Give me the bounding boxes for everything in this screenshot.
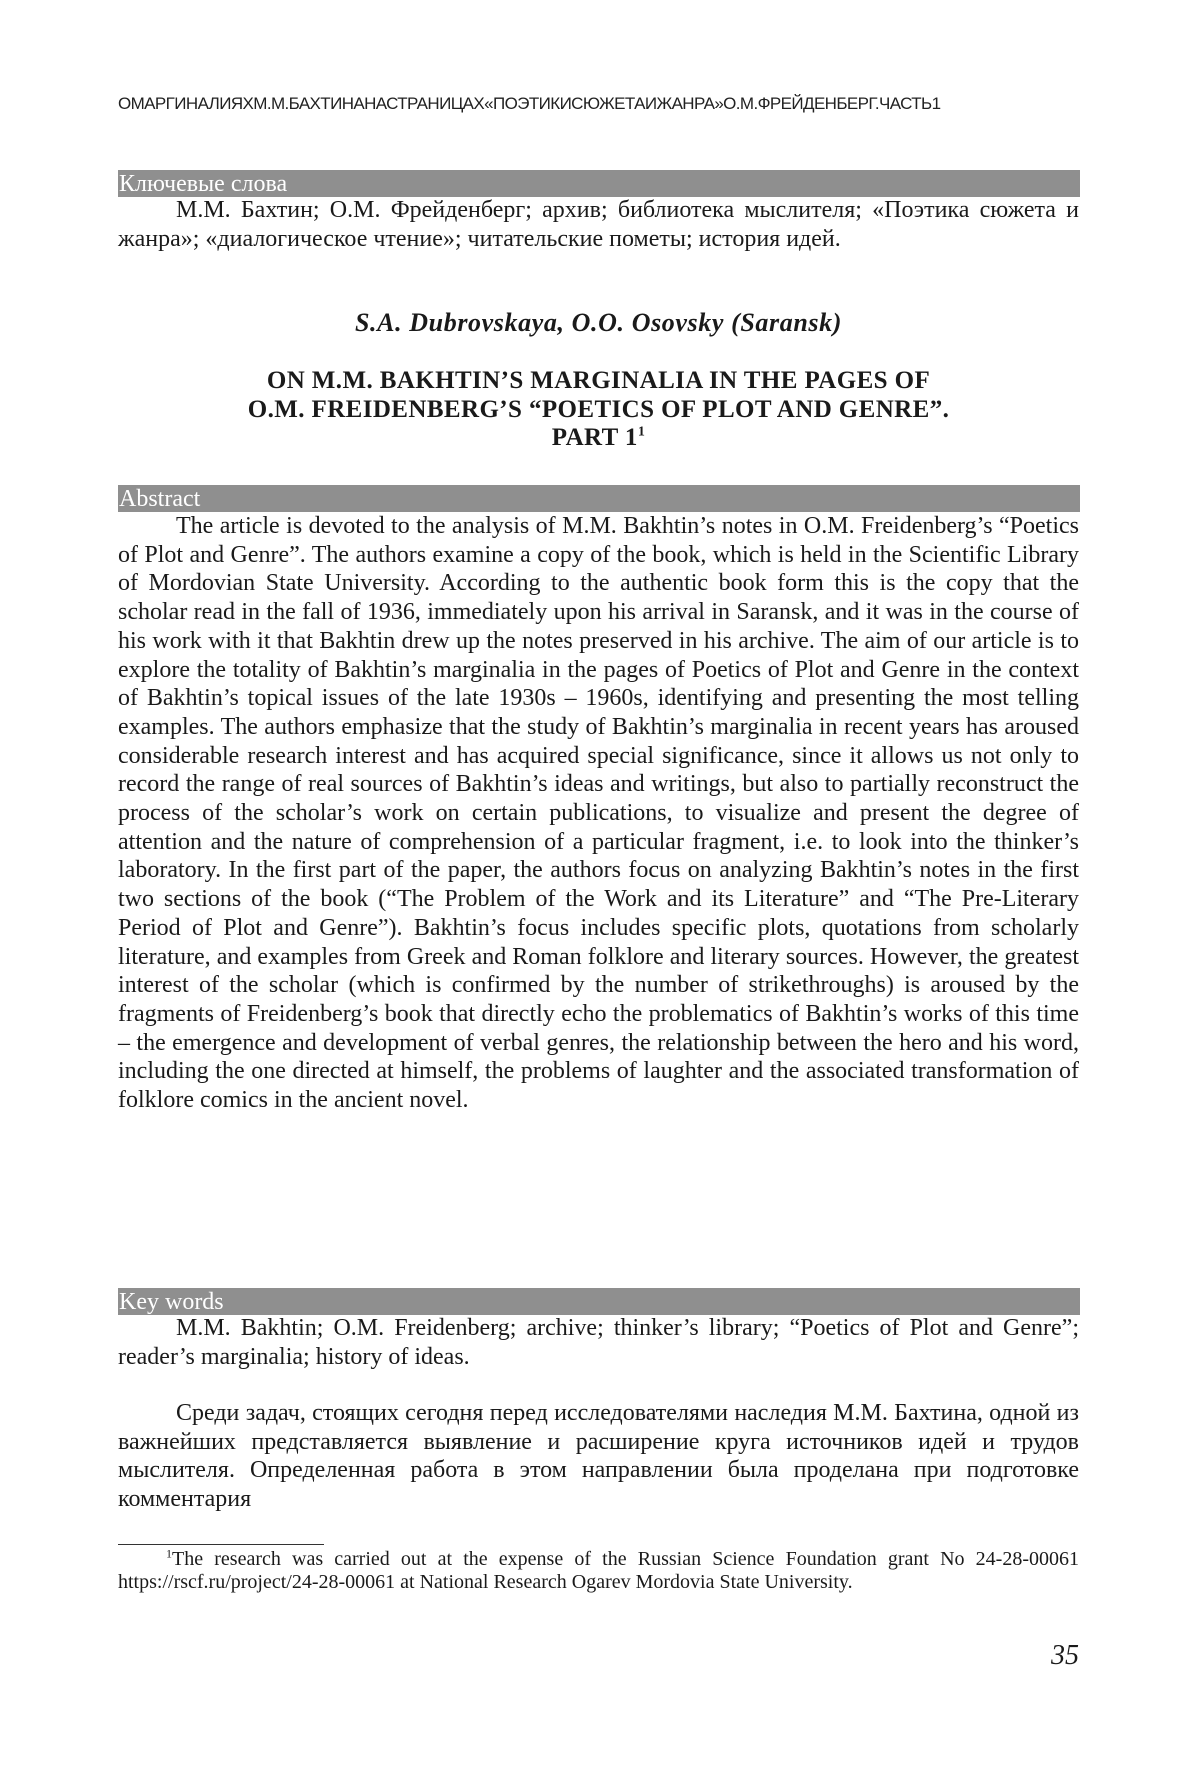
keywords-ru-text: М.М. Бахтин; О.М. Фрейденберг; архив; библиотека мыслителя; «Поэтика сюжета и жанра»; «диалогическое чтение»; читательские пометы; история идей. bbox=[118, 197, 1079, 252]
running-head: ОМАРГИНАЛИЯХМ.М.БАХТИНАНАСТРАНИЦАХ«ПОЭТИКИСЮЖЕТАИЖАНРА»О.М.ФРЕЙДЕНБЕРГ.ЧАСТЬ1 bbox=[118, 94, 941, 113]
body-paragraph: Среди задач, стоящих сегодня перед исследователями наследия М.М. Бахтина, одной из важнейших представляется выявление и расширение круга источников идей и трудов мыслителя. Определенная работа в этом направлении была проделана при подготовке комментария bbox=[118, 1400, 1079, 1513]
footnote-mark: 1 bbox=[166, 1546, 172, 1561]
title-line-2: O.M. FREIDENBERG’S “POETICS OF PLOT AND GENRE”. bbox=[247, 395, 950, 423]
keywords-en-text: M.M. Bakhtin; O.M. Freidenberg; archive; thinker’s library; “Poetics of Plot and Genre”; reader’s marginalia; history of ideas. bbox=[118, 1315, 1079, 1370]
keywords-ru-heading: Ключевые слова bbox=[118, 170, 1080, 197]
footnote bbox=[118, 1548, 1079, 1594]
page-number: 35 bbox=[1051, 1640, 1079, 1671]
abstract-heading: Abstract bbox=[118, 485, 1080, 512]
title-footnote-mark: 1 bbox=[637, 424, 646, 440]
abstract-text: The article is devoted to the analysis of M.M. Bakhtin’s notes in O.M. Freidenberg’s “Poetics of Plot and Genre”. The authors examine a copy of the book, which is held in the Scientific Library of Mordovian State University. According to the authentic book form this is the copy that the scholar read in the fall of 1936, immediately upon his arrival in Saransk, and it was in the course of his work with it that Bakhtin drew up the notes preserved in his archive. The aim of our article is to explore the totality of Bakhtin’s marginalia in the pages of Poetics of Plot and Genre in the context of Bakhtin’s topical issues of the late 1930s – 1960s, identifying and presenting the most telling examples. The authors emphasize that the study of Bakhtin’s marginalia in recent years has aroused considerable research interest and has acquired special significance, since it allows us not only to record the range of real sources of Bakhtin’s ideas and writings, but also to partially reconstruct the process of the scholar’s work on certain publications, to visualize and present the degree of attention and the nature of comprehension of a particular fragment, i.e. to look into the thinker’s laboratory. In the first part of the paper, the authors focus on analyzing Bakhtin’s notes in the first two sections of the book (“The Problem of the Work and its Literature” and “The Pre-Literary Period of Plot and Genre”). Bakhtin’s focus includes specific plots, quotations from scholarly literature, and examples from Greek and Roman folklore and literary sources. However, the greatest interest of the scholar (which is confirmed by the number of strikethroughs) is aroused by the fragments of Freidenberg’s book that directly echo the problematics of Bakhtin’s works of this time – the emergence and development of verbal genres, the relationship between the hero and his word, including the one directed at himself, the problems of laughter and the associated transformation of folklore comics in the ancient novel. bbox=[118, 513, 1079, 1114]
title-line-1: ON M.M. BAKHTIN’S MARGINALIA IN THE PAGES OF bbox=[266, 367, 931, 394]
footnote-text: The research was carried out at the expense of the Russian Science Foundation grant No 24-28-00061 https://rscf.ru/project/24-28-00061 at National Research Ogarev Mordovia State University. bbox=[118, 1548, 1079, 1593]
authors: S.A. Dubrovskaya, O.O. Osovsky (Saransk) bbox=[355, 308, 842, 337]
title-line-3: PART 1 bbox=[551, 424, 638, 451]
footnote-rule bbox=[118, 1544, 324, 1545]
keywords-en-heading: Key words bbox=[118, 1288, 1080, 1315]
article-title bbox=[118, 367, 1079, 453]
